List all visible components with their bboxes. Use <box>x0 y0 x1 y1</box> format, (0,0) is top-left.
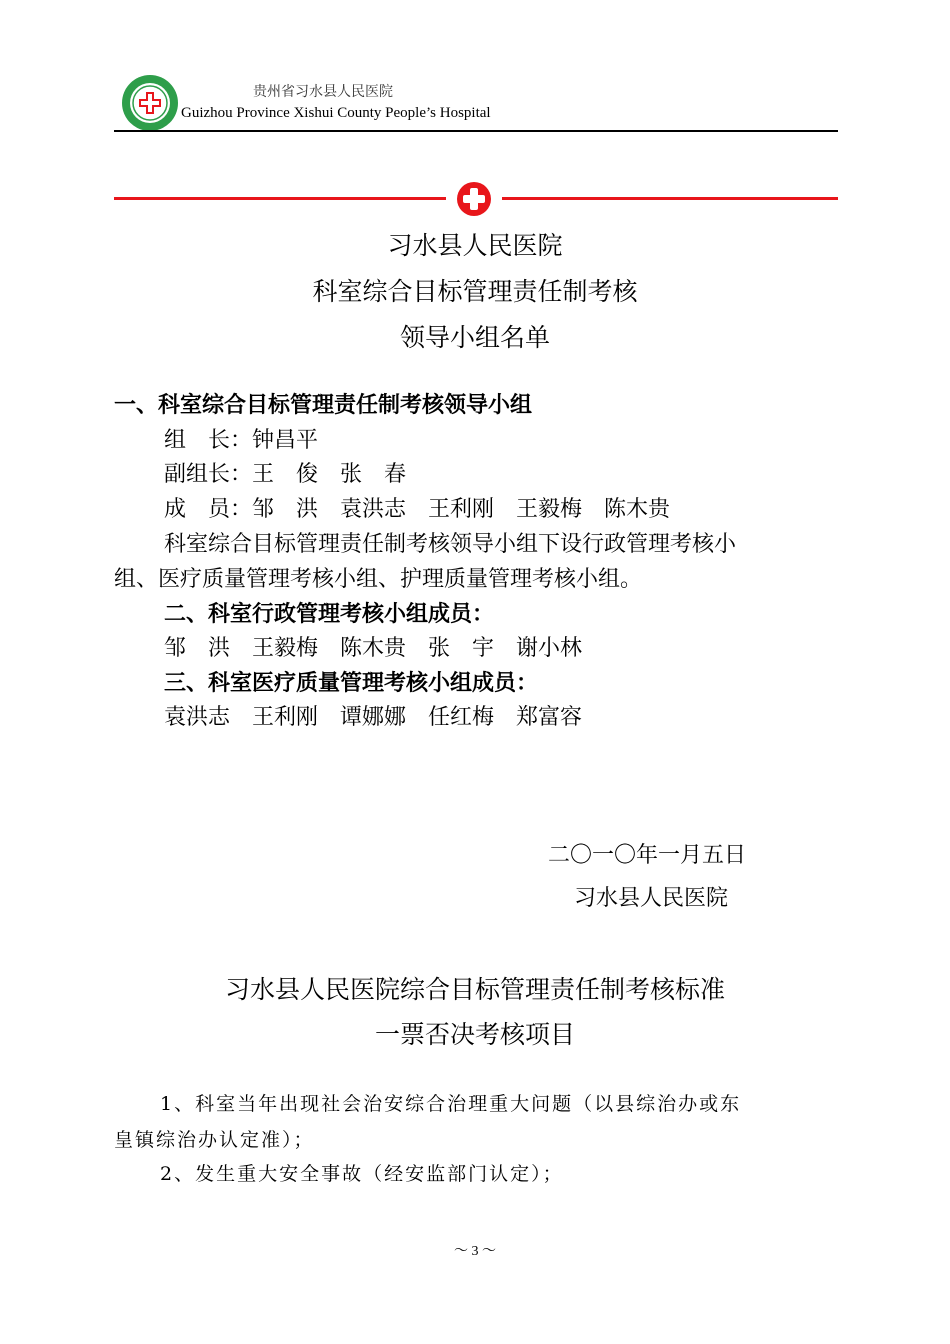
page-number: ～ 3 ～ <box>454 1244 496 1259</box>
red-divider-right <box>502 197 838 200</box>
header-hospital-name-cn: 贵州省习水县人民医院 <box>253 84 393 100</box>
section1-members: 成 员：邹 洪 袁洪志 王利刚 王毅梅 陈木贵 <box>164 497 671 522</box>
title-line-2: 科室综合目标管理责任制考核 <box>312 277 638 306</box>
standard-item1-line-2: 皇镇综治办认定准）； <box>114 1129 315 1151</box>
title-line-1: 习水县人民医院 <box>387 231 563 260</box>
section1-note-line-1: 科室综合目标管理责任制考核领导小组下设行政管理考核小 <box>164 532 737 557</box>
standard-title-2: 一票否决考核项目 <box>374 1020 575 1049</box>
signature-date: 二〇一〇年一月五日 <box>548 843 747 868</box>
header-hospital-name-en: Guizhou Province Xishui County People’s Hospital <box>181 105 491 121</box>
standard-item1-line-1: 1、科室当年出现社会治安综合治理重大问题（以县综治办或东 <box>160 1093 742 1115</box>
title-line-3: 领导小组名单 <box>399 323 550 352</box>
standard-item2: 2、发生重大安全事故（经安监部门认定）； <box>160 1163 564 1185</box>
section1-heading: 一、科室综合目标管理责任制考核领导小组 <box>114 393 533 418</box>
section2-members: 邹 洪 王毅梅 陈木贵 张 宇 谢小林 <box>164 636 583 661</box>
section3-heading: 三、科室医疗质量管理考核小组成员： <box>164 671 539 696</box>
red-cross-icon <box>456 181 492 217</box>
section1-note-line-2: 组、医疗质量管理考核小组、护理质量管理考核小组。 <box>114 567 643 592</box>
section3-members: 袁洪志 王利刚 谭娜娜 任红梅 郑富容 <box>164 705 583 730</box>
standard-title-1: 习水县人民医院综合目标管理责任制考核标准 <box>224 975 725 1004</box>
section2-heading: 二、科室行政管理考核小组成员： <box>164 602 495 627</box>
section1-leader: 组 长：钟昌平 <box>164 428 319 453</box>
signature-org: 习水县人民医院 <box>574 886 729 911</box>
hospital-logo <box>121 74 179 132</box>
section1-deputy: 副组长：王 俊 张 春 <box>164 462 407 487</box>
header-rule <box>114 130 838 132</box>
red-divider-left <box>114 197 446 200</box>
